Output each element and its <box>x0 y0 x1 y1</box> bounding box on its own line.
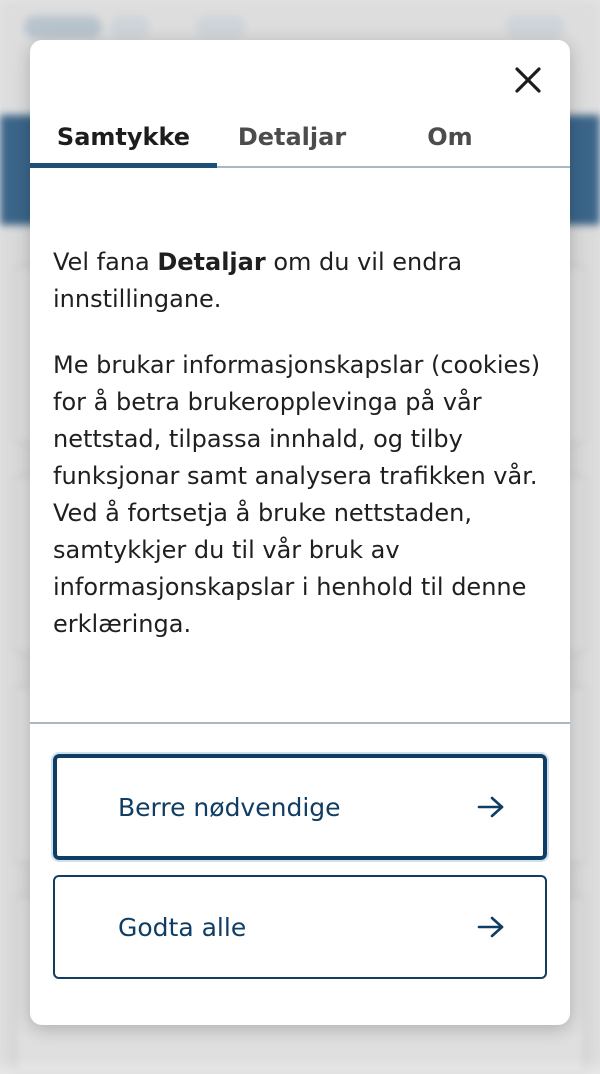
tab-bar <box>30 108 570 168</box>
close-icon <box>514 66 542 94</box>
close-button[interactable] <box>510 62 546 98</box>
cookie-consent-dialog <box>30 40 570 1025</box>
cookie-description: Me brukar informasjonskapslar (cookies) for å betra brukeropplevinga på vår nettstad, tilpassa innhald, og tilby funksjonar samt analysera trafikken vår. Ved å fortsetja å bruke nettstaden, samtykkjer du til vår bruk av informasjonskapslar i henhold til denne erklæringa. <box>53 351 541 638</box>
tab-label: Detaljar <box>237 123 347 151</box>
tab-om[interactable] <box>395 108 505 166</box>
arrow-right-icon <box>477 796 505 818</box>
divider <box>30 722 570 724</box>
arrow-right-icon <box>477 916 505 938</box>
tab-label: Samtykke <box>56 123 191 151</box>
intro-text: Vel fana <box>53 248 158 276</box>
consent-text <box>53 244 548 672</box>
button-label: Berre nødvendige <box>118 792 341 822</box>
tab-samtykke[interactable] <box>30 108 217 166</box>
intro-bold-text: Detaljar <box>157 248 266 276</box>
tab-detaljar[interactable] <box>217 108 367 166</box>
intro-paragraph <box>53 244 548 318</box>
accept-all-button[interactable] <box>53 875 547 979</box>
necessary-only-button[interactable] <box>53 754 547 860</box>
tab-label: Om <box>427 123 473 151</box>
button-label: Godta alle <box>118 912 247 942</box>
intro-text: om du vil endra innstillingane. <box>53 248 463 313</box>
